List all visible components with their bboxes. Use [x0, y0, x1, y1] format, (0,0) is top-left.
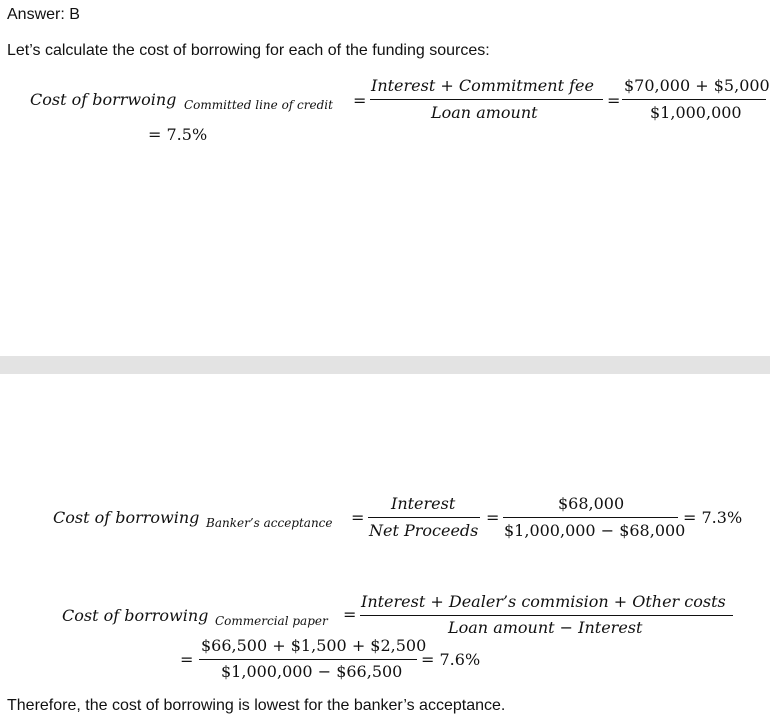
committed-lhs: Cost of borrwoing [30, 90, 177, 109]
commercial-equals-1: = [343, 605, 357, 624]
bankers-lhs: Cost of borrowing [53, 508, 200, 527]
commercial-lhs: Cost of borrowing [62, 606, 209, 625]
committed-equals-2: = [607, 91, 621, 110]
commercial-denominator-formula: Loan amount − Interest [448, 618, 643, 637]
bankers-numerator-values: $68,000 [558, 494, 625, 513]
commercial-numerator-formula: Interest + Dealer’s commision + Other costs [361, 592, 726, 611]
bankers-equals-1: = [351, 508, 365, 527]
commercial-numerator-values: $66,500 + $1,500 + $2,500 [201, 636, 427, 655]
committed-numerator-formula: Interest + Commitment fee [371, 76, 594, 95]
intro-text: Let’s calculate the cost of borrowing for each of the funding sources: [7, 42, 490, 59]
committed-result: = 7.5% [148, 125, 208, 144]
committed-denominator-values: $1,000,000 [650, 103, 742, 122]
commercial-fraction-bar-formula [360, 615, 733, 616]
bankers-denominator-values: $1,000,000 − $68,000 [504, 521, 686, 540]
bankers-result: = 7.3% [683, 508, 743, 527]
commercial-lhs-subscript: Commercial paper [215, 614, 328, 628]
commercial-equals-2: = [180, 650, 194, 669]
bankers-fraction-bar-values [503, 517, 678, 518]
answer-label: Answer: B [7, 6, 80, 23]
conclusion-text: Therefore, the cost of borrowing is lowest for the banker’s acceptance. [7, 697, 506, 714]
commercial-denominator-values: $1,000,000 − $66,500 [221, 662, 403, 681]
page-separator [0, 356, 770, 374]
committed-fraction-bar-formula [370, 99, 603, 100]
bankers-denominator-formula: Net Proceeds [369, 521, 479, 540]
bankers-fraction-bar-formula [368, 517, 480, 518]
committed-denominator-formula: Loan amount [431, 103, 538, 122]
committed-numerator-values: $70,000 + $5,000 [624, 76, 770, 95]
committed-fraction-bar-values [622, 99, 766, 100]
committed-equals-1: = [353, 91, 367, 110]
bankers-lhs-subscript: Banker’s acceptance [206, 516, 333, 530]
committed-lhs-subscript: Committed line of credit [184, 98, 333, 112]
bankers-equals-2: = [486, 508, 500, 527]
bankers-numerator-formula: Interest [391, 494, 456, 513]
commercial-result: = 7.6% [421, 650, 481, 669]
commercial-fraction-bar-values [199, 659, 417, 660]
